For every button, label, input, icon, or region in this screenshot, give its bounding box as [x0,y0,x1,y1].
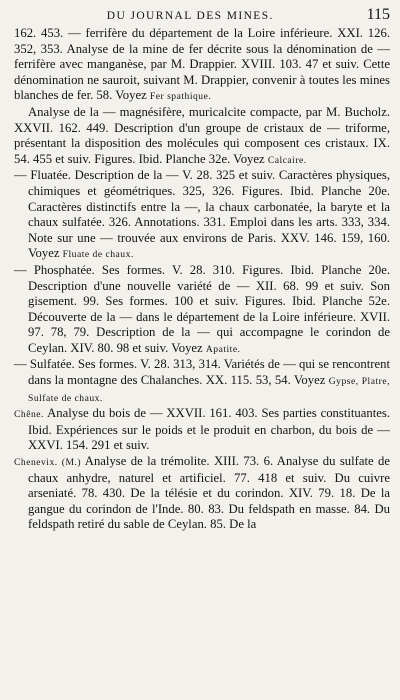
text-phosphatee: — Phosphatée. Ses formes. V. 28. 310. Figures. Ibid. Planche 20e. Description d'une nouvelle variété de — XII. 68. 99 et suiv. Son gisement. 99. Ses formes. 100 et suiv. Figures. Ibid. Planche 52e. Découverte de la — dans le département de la Loire inférieure. XVII. 97. 78, 79. Description de la — qui accompagne le corindon de Ceylan. XIV. 80. 98 et suiv. Voyez [14,262,390,355]
entry-chenevix [14,454,390,533]
text-ferrifere: 162. 453. — ferrifère du département de la Loire inférieure. XXI. 126. 352, 353. Analyse de la mine de fer décrite sous la dénomination de — ferrifère avec manganèse, par M. Drappier. XVIII. 103. 47 et suiv. Cette dénomination ne sauroit, suivant M. Drappier, convenir à toutes les mines blanches de fer. 58. Voyez [14,26,390,103]
cross-ref-fluate: Fluate de chaux. [62,249,134,261]
text-fluatee: — Fluatée. Description de la — V. 28. 325 et suiv. Caractères physiques, chimiques et géométriques. 325, 326. Figures. Ibid. Planche 20e. Caractères distinctifs entre la —, la chaux carbonatée, la baryte et la chaux sulfatée. 326. Annotations. 331. Emploi dans les arts. 333, 334. Note sur une — trouvée aux environs de Paris. XXV. 146. 159, 160. Voyez [14,168,390,261]
cross-ref-calcaire: Calcaire. [267,154,307,166]
paragraph-magnesifere [14,105,390,168]
entry-phosphatee [14,263,390,358]
text-chenevix: Analyse de la trémolite. XIII. 73. 6. Analyse du sulfate de chaux anhydre, naturel et artificiel. 77. 418 et suiv. Du cuivre arseniaté. 78. 430. De la télésie et du corindon. XIV. 79. 18. De la gangue du corindon de l'Inde. 80. 83. Du feldspath en masse. 84. Du feldspath retiré du sable de Ceylan. 85. De la [28,454,390,532]
heading-chenevix: Chenevix. (M.) [14,457,82,469]
cross-ref-fer-spathique: Fer spathique. [149,91,212,103]
text-chene: Analyse du bois de — XXVII. 161. 403. Ses parties constituantes. Ibid. Expériences sur le poids et le produit en charbon, du bois de — XXVI. 154. 291 et suiv. [28,406,390,453]
entry-sulfatee [14,357,390,406]
index-body [14,26,390,533]
page-number: 115 [366,6,390,23]
text-magnesifere: Analyse de la — magnésifère, muricalcite compacte, par M. Bucholz. XXVII. 162. 449. Description d'un groupe de cristaux de — triforme, présentant la disposition des molécules qui composent ces cristaux. IX. 54. 455 et suiv. Figures. Ibid. Planche 32e. Voyez [14,104,390,166]
heading-chene: Chêne. [14,409,44,421]
cross-ref-gypse: Gypse, Platre, Sulfate de chaux. [28,376,391,404]
running-title: DU JOURNAL DES MINES. [106,10,274,22]
paragraph-ferrifere [14,26,390,105]
running-head [14,6,390,24]
text-sulfatee: — Sulfatée. Ses formes. V. 28. 313, 314. Variétés de — qui se rencontrent dans la montagne des Chalanches. XX. 115. 53, 54. Voyez [14,357,390,388]
entry-chene [14,406,390,454]
cross-ref-apatite: Apatite. [205,343,241,355]
entry-fluatee [14,168,390,263]
